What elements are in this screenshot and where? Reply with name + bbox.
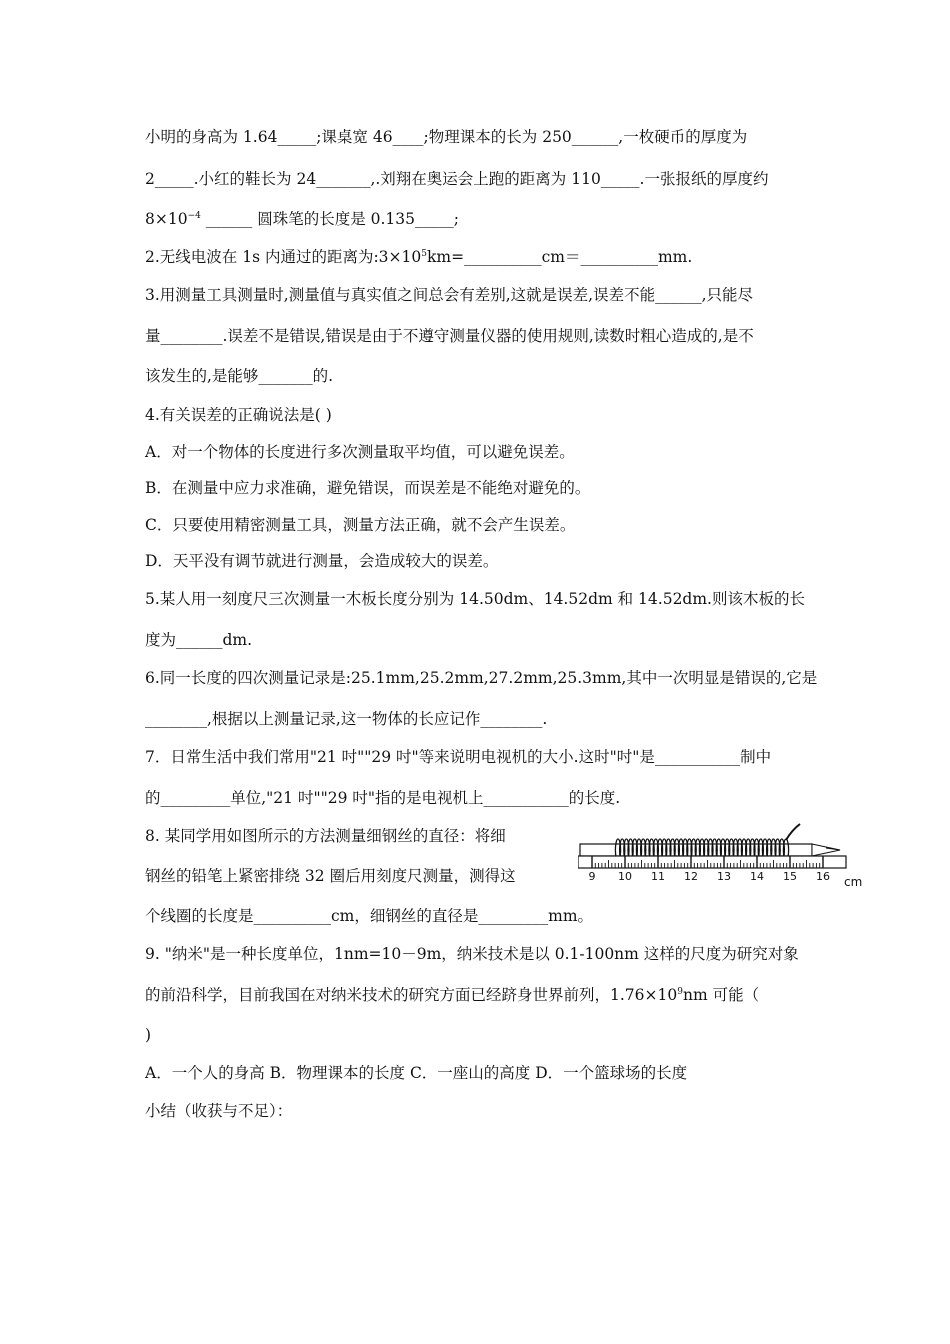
ruler-tick-label: 15 bbox=[783, 870, 797, 883]
question-2-exp: 5 bbox=[421, 248, 427, 259]
question-6: 6.同一长度的四次测量记录是:25.1mm,25.2mm,27.2mm,25.3mm,其中一次明显是错误的,它是 bbox=[145, 669, 818, 687]
ruler-tick-label: 14 bbox=[750, 870, 764, 883]
option-a: A．对一个物体的长度进行多次测量取平均值，可以避免误差。 bbox=[145, 443, 575, 461]
line-3-b: ______ 圆珠笔的长度是 0.135_____; bbox=[200, 210, 459, 228]
question-9-exp: 9 bbox=[677, 986, 683, 997]
ruler-tick-label: 9 bbox=[588, 870, 596, 883]
question-2-b: km=__________cm＝__________mm. bbox=[427, 248, 693, 266]
line-3 bbox=[145, 209, 459, 229]
question-6-line-2: ________,根据以上测量记录,这一物体的长应记作________. bbox=[145, 710, 548, 728]
ruler-tick-label: 10 bbox=[618, 870, 632, 883]
question-8: 8. 某同学用如图所示的方法测量细钢丝的直径：将细 bbox=[145, 827, 506, 845]
ruler bbox=[578, 856, 862, 889]
option-b: B．在测量中应力求准确，避免错误，而误差是不能绝对避免的。 bbox=[145, 479, 591, 497]
ruler-tick-label: 16 bbox=[816, 870, 830, 883]
summary: 小结（收获与不足）： bbox=[145, 1102, 293, 1120]
ruler-unit-label: cm bbox=[844, 875, 863, 889]
question-9-options: A．一个人的身高 B．物理课本的长度 C．一座山的高度 D．一个篮球场的长度 bbox=[145, 1064, 688, 1082]
question-3-line-3: 该发生的,是能够_______的. bbox=[145, 367, 334, 385]
question-9-line-2 bbox=[145, 985, 759, 1005]
ruler-tick-label: 12 bbox=[684, 870, 698, 883]
question-8-line-2: 钢丝的铅笔上紧密排绕 32 圈后用刻度尺测量，测得这 bbox=[145, 867, 516, 885]
ruler-tick-label: 13 bbox=[717, 870, 731, 883]
option-d: D．天平没有调节就进行测量，会造成较大的误差。 bbox=[145, 552, 499, 570]
wire-tail bbox=[786, 824, 800, 840]
line-1: 小明的身高为 1.64_____;课桌宽 46____;物理课本的长为 250______,一枚硬币的厚度为 bbox=[145, 128, 748, 146]
question-3: 3.用测量工具测量时,测量值与真实值之间总会有差别,这就是误差,误差不能______,只能尽 bbox=[145, 286, 753, 304]
question-4: 4.有关误差的正确说法是( ) bbox=[145, 406, 332, 424]
question-2-a: 2.无线电波在 1s 内通过的距离为:3×10 bbox=[145, 248, 422, 266]
question-9-line-2-a: 的前沿科学，目前我国在对纳米技术的研究方面已经跻身世界前列，1.76×10 bbox=[145, 986, 678, 1004]
line-3-a: 8×10 bbox=[145, 210, 188, 228]
line-3-exp: −4 bbox=[187, 210, 201, 221]
option-c: C．只要使用精密测量工具，测量方法正确，就不会产生误差。 bbox=[145, 516, 576, 534]
question-9: 9. "纳米"是一种长度单位，1nm=10－9m，纳米技术是以 0.1-100nm 这样的尺度为研究对象 bbox=[145, 945, 799, 963]
question-8-line-3: 个线圈的长度是__________cm，细钢丝的直径是_________mm。 bbox=[145, 907, 594, 925]
question-3-line-2: 量________.误差不是错误,错误是由于不遵守测量仪器的使用规则,读数时粗心造成的,是不 bbox=[145, 327, 754, 345]
question-9-line-3: ) bbox=[145, 1026, 152, 1044]
ruler-tick-label: 11 bbox=[651, 870, 665, 883]
question-2 bbox=[145, 247, 692, 267]
line-2: 2_____.小红的鞋长为 24_______,.刘翔在奥运会上跑的距离为 110_____.一张报纸的厚度约 bbox=[145, 170, 769, 188]
question-9-line-2-b: nm 可能（ bbox=[682, 986, 760, 1004]
question-5-line-2: 度为______dm. bbox=[145, 631, 253, 649]
question-7-line-2: 的_________单位,"21 吋""29 吋"指的是电视机上___________的长度. bbox=[145, 789, 621, 807]
question-5: 5.某人用一刻度尺三次测量一木板长度分别为 14.50dm、14.52dm 和 14.52dm.则该木板的长 bbox=[145, 590, 805, 608]
question-7: 7．日常生活中我们常用"21 吋""29 吋"等来说明电视机的大小.这时"吋"是___________制中 bbox=[145, 748, 772, 766]
ruler-coil-figure bbox=[578, 818, 868, 890]
